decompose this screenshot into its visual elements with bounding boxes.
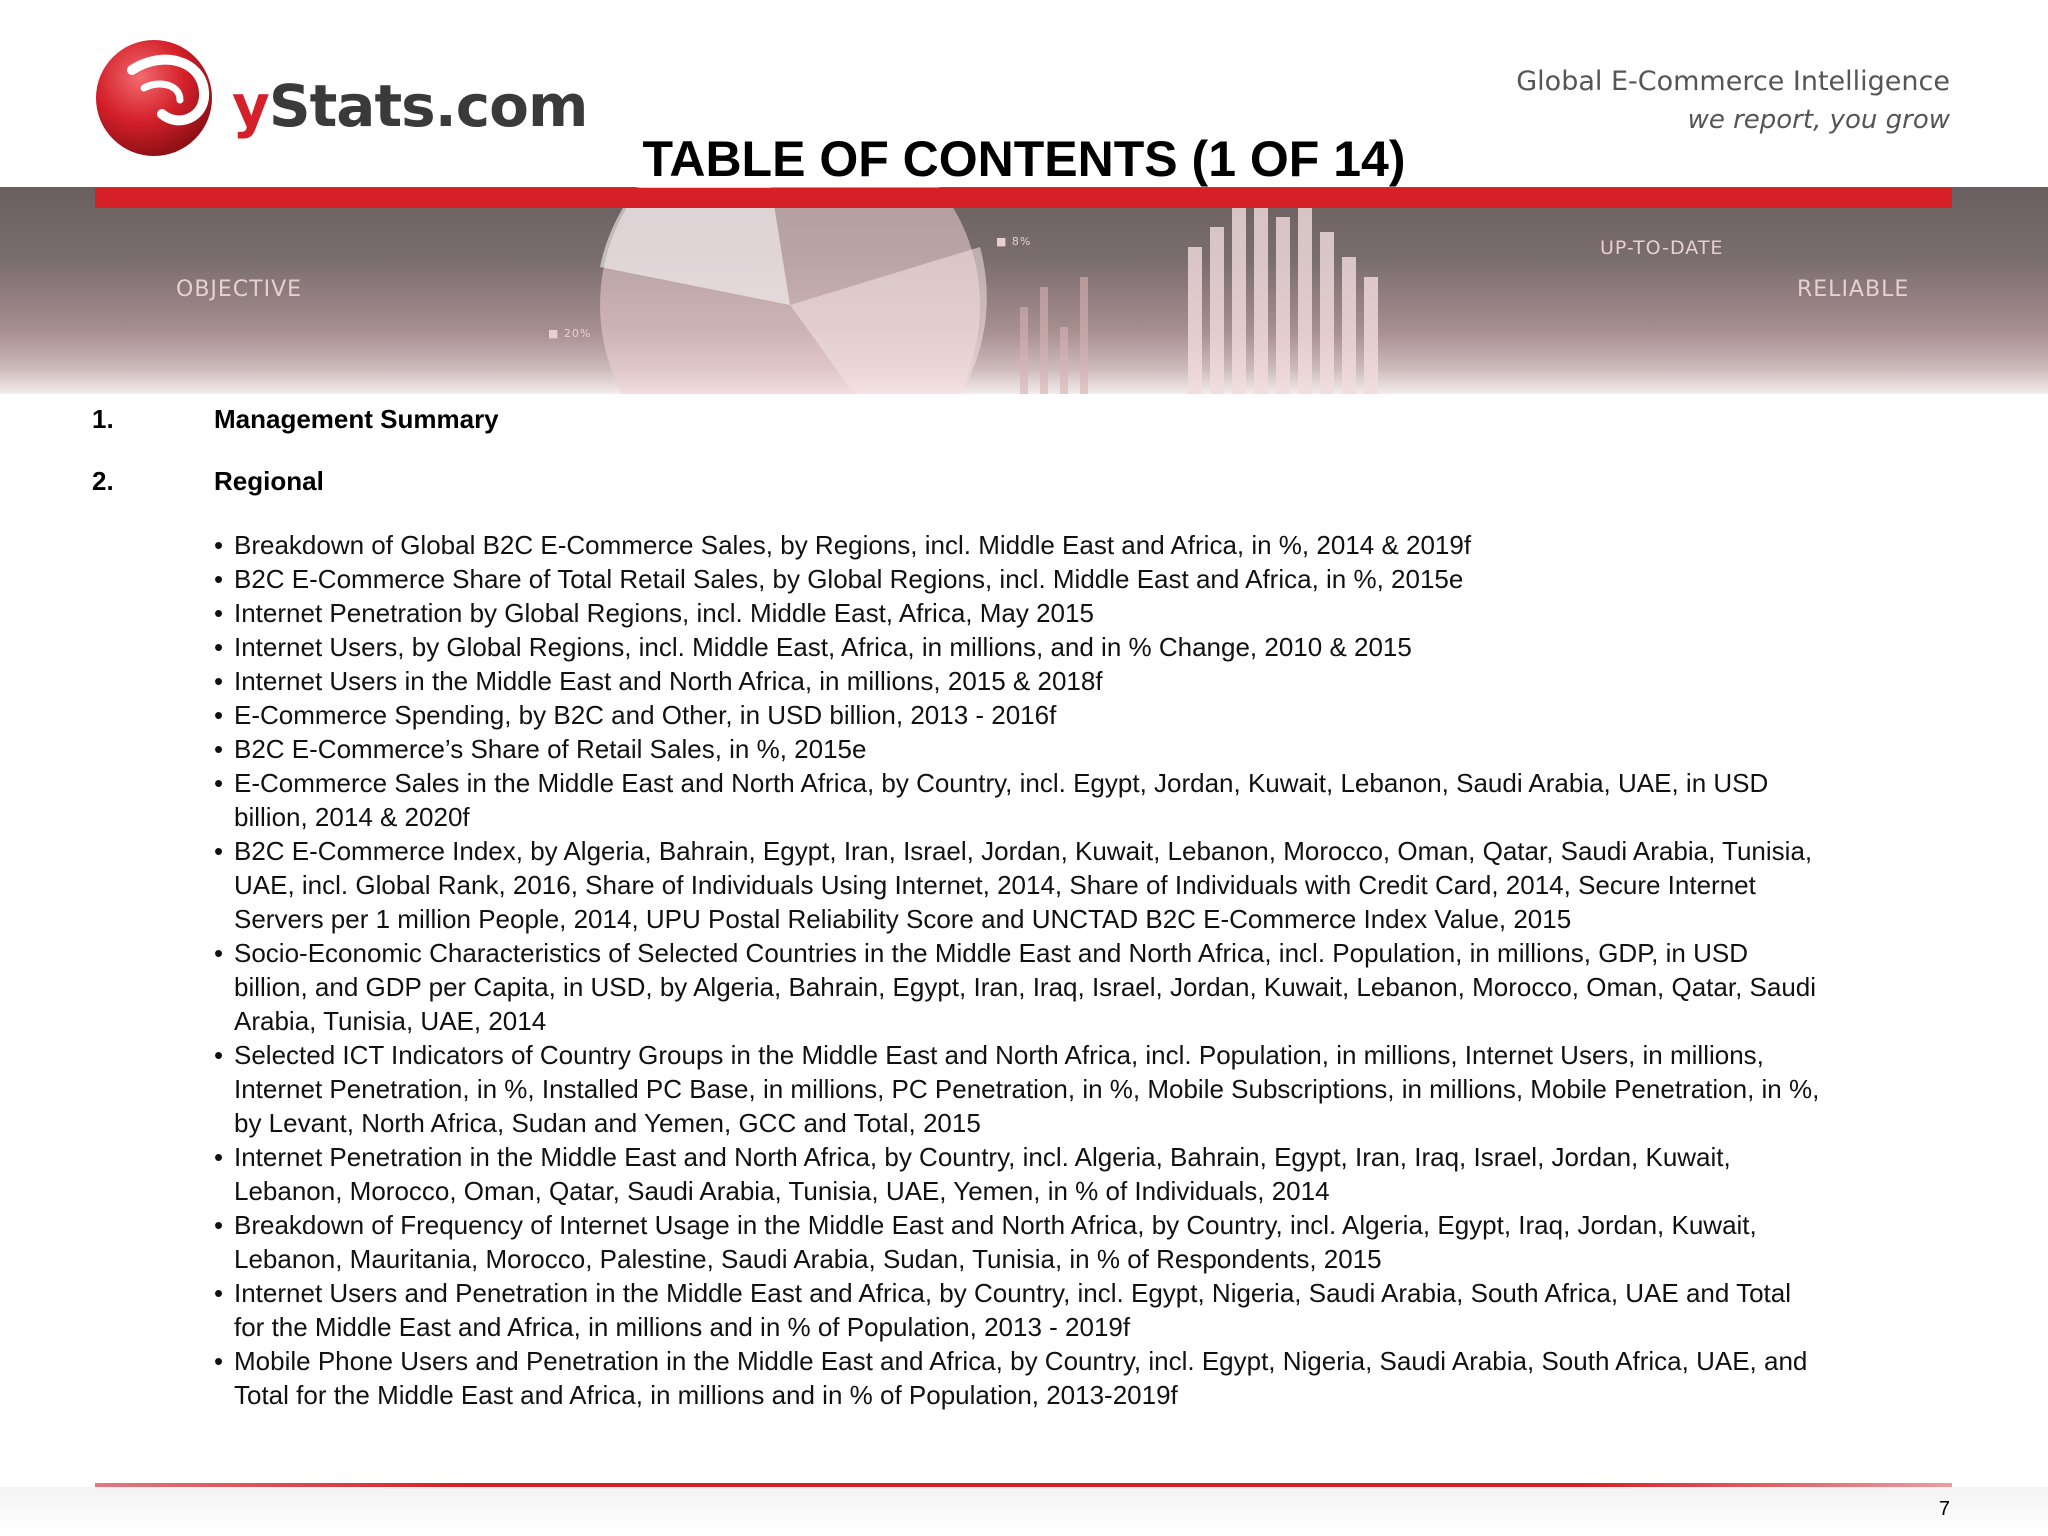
bullet-icon: • <box>214 938 224 968</box>
bullet-icon: • <box>214 530 224 560</box>
toc-list-item: • Internet Users and Penetration in the Middle East and Africa, by Country, incl. Egypt, Nigeria, Saudi Arabia, South Africa, UAE and Total for the Middle East and Africa, in millions and in % of Population, 2013 - 2019f <box>214 1278 1792 1342</box>
toc-bullet-list <box>92 528 1962 1412</box>
toc-list-item: • B2C E-Commerce’s Share of Retail Sales, in %, 2015e <box>214 734 867 764</box>
bullet-icon: • <box>214 666 224 696</box>
page-number: 7 <box>1938 1498 1950 1520</box>
toc-list-item: • Internet Penetration in the Middle East and North Africa, by Country, incl. Algeria, Bahrain, Egypt, Iran, Iraq, Israel, Jordan, Kuwait, Lebanon, Morocco, Oman, Qatar, Saudi Arabia, Tunisia, UAE, Yemen, in % of Individuals, 2014 <box>214 1142 1731 1206</box>
section-title: Regional <box>214 466 324 496</box>
bullet-icon: • <box>214 1210 224 1240</box>
toc-list-item: • Selected ICT Indicators of Country Groups in the Middle East and North Africa, incl. Population, in millions, Internet Users, in millions, Internet Penetration, in %, Installed PC Base, in millions, PC Penetration, in %, Mobile Subscriptions, in millions, Mobile Penetration, in %, by Levant, North Africa, Sudan and Yemen, GCC and Total, 2015 <box>214 1040 1820 1138</box>
toc-list-item: • E-Commerce Sales in the Middle East and North Africa, by Country, incl. Egypt, Jordan, Kuwait, Lebanon, Saudi Arabia, UAE, in USD billion, 2014 & 2020f <box>214 768 1769 832</box>
tagline <box>1516 66 1950 135</box>
toc-list-item: • E-Commerce Spending, by B2C and Other, in USD billion, 2013 - 2016f <box>214 700 1057 730</box>
bullet-icon: • <box>214 1346 224 1376</box>
banner-word-up-to-date: UP-TO-DATE <box>1600 237 1724 259</box>
toc-list-item: • Mobile Phone Users and Penetration in the Middle East and Africa, by Country, incl. Egypt, Nigeria, Saudi Arabia, South Africa, UAE, and Total for the Middle East and Africa, in millions and in % of Population, 2013-2019f <box>214 1346 1808 1410</box>
bullet-icon: • <box>214 836 224 866</box>
banner-word-reliable: RELIABLE <box>1797 277 1910 302</box>
toc-list-item: • Breakdown of Global B2C E-Commerce Sales, by Regions, incl. Middle East and Africa, in %, 2014 & 2019f <box>214 530 1472 560</box>
footer-shade <box>0 1487 2048 1536</box>
tagline-line-2: we report, you grow <box>1687 105 1950 135</box>
toc-list-item: • Internet Penetration by Global Regions, incl. Middle East, Africa, May 2015 <box>214 598 1094 628</box>
toc-list-item: • B2C E-Commerce Share of Total Retail Sales, by Global Regions, incl. Middle East and Africa, in %, 2015e <box>214 564 1464 594</box>
footer-red-rule <box>95 1483 1952 1487</box>
bullet-icon: • <box>214 1040 224 1070</box>
section-title: Management Summary <box>214 404 499 434</box>
banner-word-objective: OBJECTIVE <box>176 277 303 302</box>
bullet-icon: • <box>214 1278 224 1308</box>
tagline-line-1: Global E-Commerce Intelligence <box>1516 66 1950 97</box>
bullet-icon: • <box>214 734 224 764</box>
section-number: 1. <box>92 404 114 434</box>
header-red-rule <box>95 188 1952 208</box>
logo-wordmark: yStats.com <box>232 72 588 140</box>
banner-chart-graphic <box>0 187 2048 394</box>
bullet-icon: • <box>214 564 224 594</box>
bullet-icon: • <box>214 598 224 628</box>
page-title: TABLE OF CONTENTS (1 OF 14) <box>642 131 1406 187</box>
section-number: 2. <box>92 466 114 496</box>
toc-list-item: • Breakdown of Frequency of Internet Usage in the Middle East and North Africa, by Country, incl. Algeria, Egypt, Iraq, Jordan, Kuwait, Lebanon, Mauritania, Morocco, Palestine, Saudi Arabia, Sudan, Tunisia, in % of Respondents, 2015 <box>214 1210 1757 1274</box>
bullet-icon: • <box>214 1142 224 1172</box>
bullet-icon: • <box>214 700 224 730</box>
header-banner-image <box>0 187 2048 394</box>
bullet-icon: • <box>214 632 224 662</box>
toc-list-item: • B2C E-Commerce Index, by Algeria, Bahrain, Egypt, Iran, Israel, Jordan, Kuwait, Lebanon, Morocco, Oman, Qatar, Saudi Arabia, Tunisia, UAE, incl. Global Rank, 2016, Share of Individuals Using Internet, 2014, Share of Individuals with Credit Card, 2014, Secure Internet Servers per 1 million People, 2014, UPU Postal Reliability Score and UNCTAD B2C E-Commerce Index Value, 2015 <box>214 836 1813 934</box>
toc-list-item: • Socio-Economic Characteristics of Selected Countries in the Middle East and North Africa, incl. Population, in millions, GDP, in USD billion, and GDP per Capita, in USD, by Algeria, Bahrain, Egypt, Iran, Iraq, Israel, Jordan, Kuwait, Lebanon, Morocco, Oman, Qatar, Saudi Arabia, Tunisia, UAE, 2014 <box>214 938 1817 1036</box>
banner-small-label-1: ■ 20% <box>548 327 592 340</box>
toc-list-item: • Internet Users, by Global Regions, incl. Middle East, Africa, in millions, and in % Change, 2010 & 2015 <box>214 632 1412 662</box>
toc-list-item: • Internet Users in the Middle East and North Africa, in millions, 2015 & 2018f <box>214 666 1103 696</box>
banner-small-label-2: ■ 8% <box>996 235 1032 248</box>
bullet-icon: • <box>214 768 224 798</box>
